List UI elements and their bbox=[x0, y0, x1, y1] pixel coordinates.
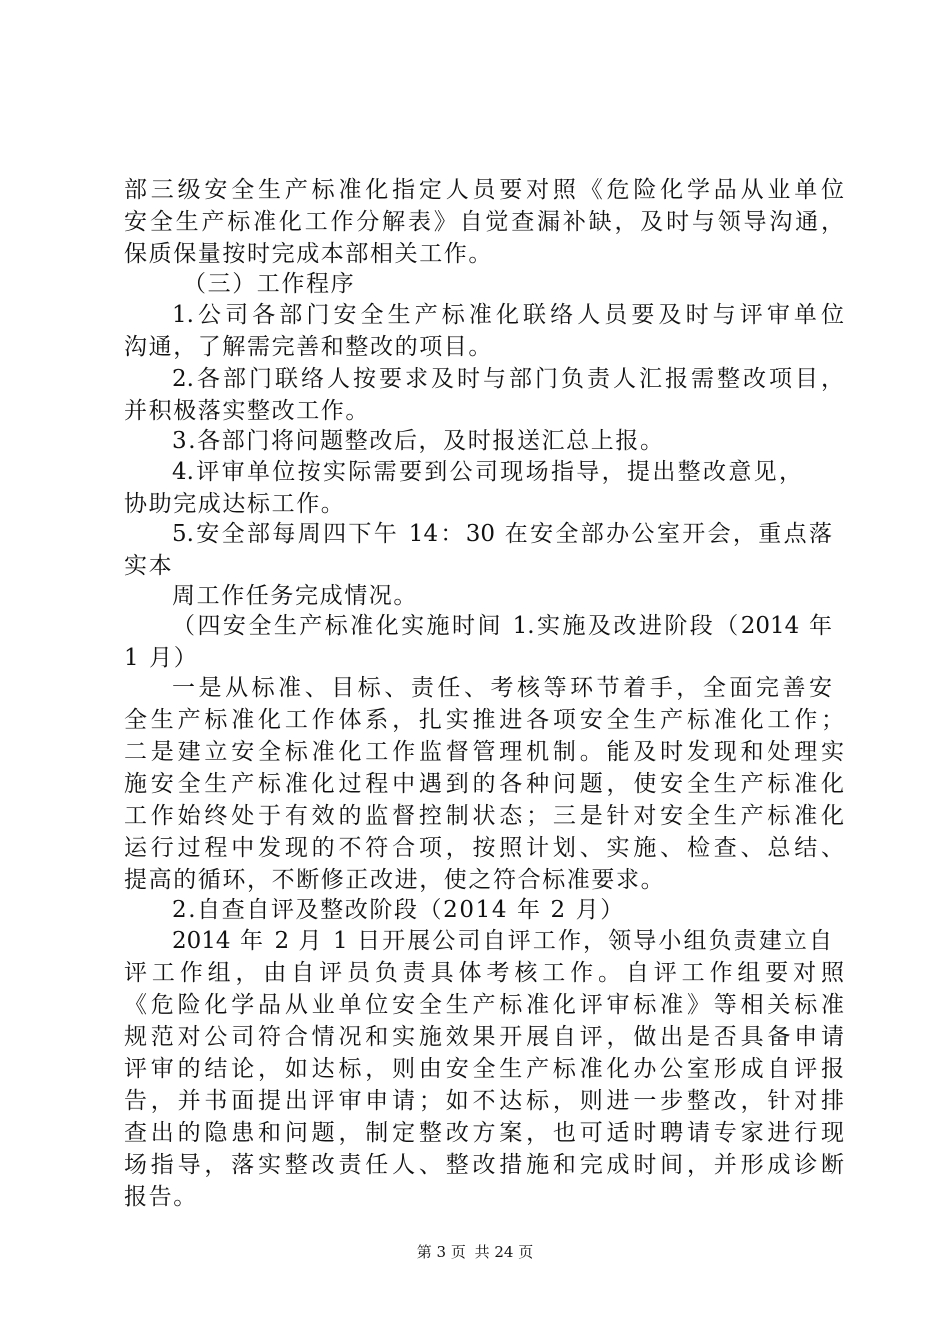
section-heading: （四安全生产标准化实施时间 1.实施及改进阶段（2014 年 bbox=[172, 613, 832, 639]
paragraph-line: 3.各部门将问题整改后，及时报送汇总上报。 bbox=[172, 428, 665, 454]
section-heading: （三）工作程序 bbox=[183, 271, 356, 297]
paragraph-line: 告，并书面提出评审申请；如不达标，则进一步整改，针对排 bbox=[124, 1088, 844, 1114]
paragraph-line: 《危险化学品从业单位安全生产标准化评审标准》等相关标准 bbox=[124, 992, 844, 1018]
paragraph-line: 二是建立安全标准化工作监督管理机制。能及时发现和处理实 bbox=[124, 739, 844, 765]
paragraph-line: 部三级安全生产标准化指定人员要对照《危险化学品从业单位 bbox=[124, 177, 844, 203]
paragraph-line: 场指导，落实整改责任人、整改措施和完成时间，并形成诊断 bbox=[124, 1152, 844, 1178]
paragraph-line: 评审的结论，如达标，则由安全生产标准化办公室形成自评报 bbox=[124, 1056, 844, 1082]
paragraph-line: 沟通，了解需完善和整改的项目。 bbox=[124, 334, 493, 360]
paragraph-line: 安全生产标准化工作分解表》自觉查漏补缺，及时与领导沟通， bbox=[124, 209, 844, 235]
page-number-total: 共 24 页 bbox=[474, 1243, 534, 1261]
paragraph-line: 4.评审单位按实际需要到公司现场指导，提出整改意见， bbox=[172, 459, 802, 485]
paragraph-line: 报告。 bbox=[124, 1184, 198, 1210]
paragraph-line: 周工作任务完成情况。 bbox=[172, 583, 418, 609]
paragraph-line: 一是从标准、目标、责任、考核等环节着手，全面完善安 bbox=[172, 675, 832, 701]
paragraph-line: 协助完成达标工作。 bbox=[124, 491, 346, 517]
paragraph-line: 2014 年 2 月 1 日开展公司自评工作，领导小组负责建立自 bbox=[172, 928, 832, 954]
section-heading: 2.自查自评及整改阶段（2014 年 2 月） bbox=[172, 897, 625, 923]
paragraph-line: 规范对公司符合情况和实施效果开展自评，做出是否具备申请 bbox=[124, 1024, 844, 1050]
paragraph-line: 1 月） bbox=[124, 645, 199, 671]
paragraph-line: 评工作组，由自评员负责具体考核工作。自评工作组要对照 bbox=[124, 960, 844, 986]
page-footer bbox=[0, 1242, 950, 1262]
paragraph-line: 全生产标准化工作体系，扎实推进各项安全生产标准化工作； bbox=[124, 707, 844, 733]
paragraph-line: 1.公司各部门安全生产标准化联络人员要及时与评审单位 bbox=[172, 302, 844, 328]
paragraph-line: 并积极落实整改工作。 bbox=[124, 398, 370, 424]
paragraph-line: 2.各部门联络人按要求及时与部门负责人汇报需整改项目， bbox=[172, 366, 844, 392]
paragraph-line: 提高的循环，不断修正改进，使之符合标准要求。 bbox=[124, 867, 666, 893]
paragraph-line: 查出的隐患和问题，制定整改方案，也可适时聘请专家进行现 bbox=[124, 1120, 844, 1146]
page-number-current: 第 3 页 bbox=[416, 1243, 466, 1261]
paragraph-line: 5.安全部每周四下午 14：30 在安全部办公室开会，重点落 bbox=[172, 521, 832, 547]
paragraph-line: 工作始终处于有效的监督控制状态；三是针对安全生产标准化 bbox=[124, 803, 844, 829]
paragraph-line: 实本 bbox=[124, 553, 174, 579]
paragraph-line: 保质保量按时完成本部相关工作。 bbox=[124, 241, 493, 267]
paragraph-line: 运行过程中发现的不符合项，按照计划、实施、检查、总结、 bbox=[124, 835, 844, 861]
paragraph-line: 施安全生产标准化过程中遇到的各种问题，使安全生产标准化 bbox=[124, 771, 844, 797]
